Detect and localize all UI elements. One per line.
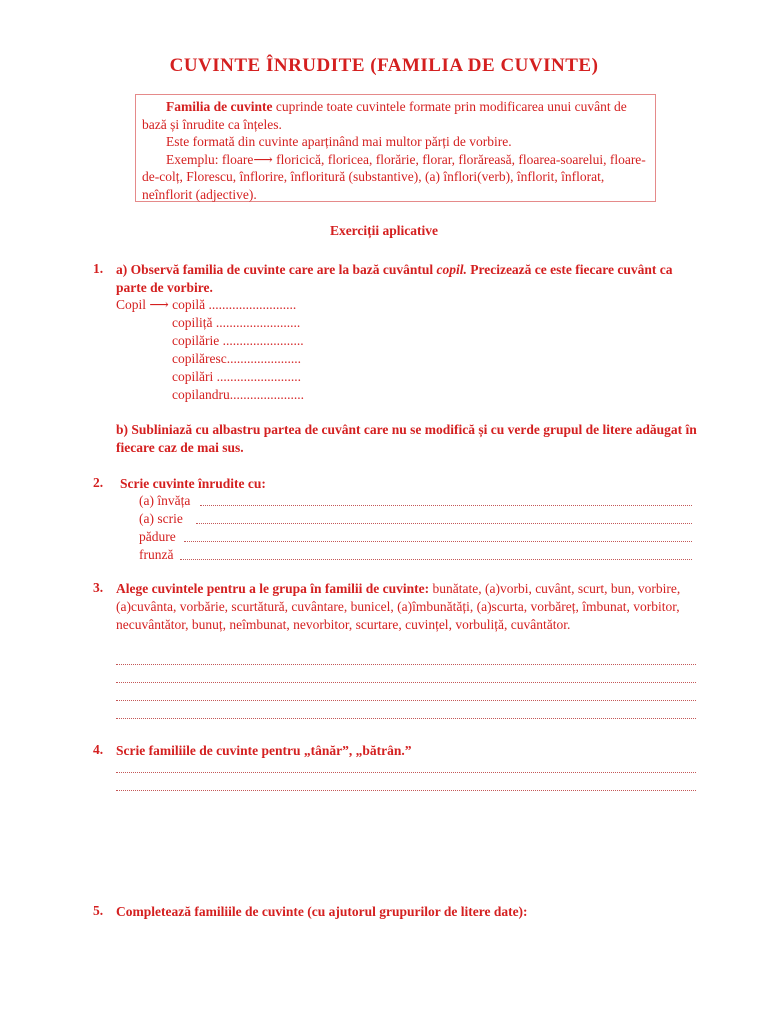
exercise-2-instruction: Scrie cuvinte înrudite cu: (120, 476, 266, 491)
answer-line[interactable] (116, 682, 696, 683)
definition-box (135, 94, 656, 202)
exercise-1-a-word: copil. (436, 262, 467, 277)
exercise-3-instruction-bold: Alege cuvintele pentru a le grupa în familii de cuvinte: (116, 581, 430, 596)
answer-line[interactable] (116, 772, 696, 773)
definition-term: Familia de cuvinte (166, 99, 273, 114)
exercise-1-row: copilări ......................... (172, 369, 301, 384)
answer-line[interactable] (116, 790, 696, 791)
answer-line[interactable] (116, 664, 696, 665)
definition-text: cuprinde toate cuvintele formate prin modificarea unui cuvânt de bază și înrudite ca înțeles. (142, 99, 627, 132)
exercise-2-number: 2. (93, 475, 104, 490)
exercise-1-row: copilăresc...................... (172, 351, 301, 366)
exercise-2-item: (a) învăța (139, 493, 191, 508)
exercise-3-number: 3. (93, 580, 104, 595)
section-subtitle: Exerciții aplicative (329, 223, 439, 238)
exercise-1-row: copiliță ......................... (172, 315, 301, 330)
answer-line[interactable] (184, 541, 692, 542)
exercise-3-instruction (116, 580, 700, 634)
answer-line[interactable] (180, 559, 692, 560)
page-title: CUVINTE ÎNRUDITE (FAMILIA DE CUVINTE) (169, 55, 599, 76)
exercise-1-b-instruction: b) Subliniază cu albastru partea de cuvânt care nu se modifică și cu verde grupul de litere adăugat în fiecare caz de mai sus. (116, 422, 697, 455)
exercise-5-instruction: Completează familiile de cuvinte (cu ajutorul grupurilor de litere date): (116, 904, 528, 919)
exercise-1-a-text-rest: Precizează ce este fiecare cuvânt ca parte de vorbire. (116, 262, 673, 295)
exercise-1-number: 1. (93, 261, 104, 276)
answer-line[interactable] (196, 523, 692, 524)
definition-parts-of-speech: Este formată din cuvinte aparținând mai multor părți de vorbire. (166, 134, 512, 149)
exercise-4-number: 4. (93, 742, 104, 757)
exercise-2-item: (a) scrie (139, 511, 183, 526)
exercise-1-row: copilărie ........................ (172, 333, 304, 348)
exercise-2-item: pădure (139, 529, 176, 544)
answer-line[interactable] (200, 505, 692, 506)
definition-paragraph (142, 98, 649, 133)
answer-line[interactable] (116, 700, 696, 701)
exercise-3-word-list: bunătate, (a)vorbi, cuvânt, scurt, bun, vorbire, (a)cuvânta, vorbărie, scurtătură, cuvântare, bunicel, (a)îmbunătăți, (a)scurta, vorbăreț, îmbunat, vorbitor, necuvântător, bunuț, neîmbunat, nevorbitor, scurtare, cuvințel, vorbuliță, cuvântător. (116, 581, 681, 632)
definition-example: Exemplu: floare⟶ floricică, floricea, florărie, florar, florăreasă, floarea-soarelui, floare-de-colț, Florescu, înflorire, înfloritură (substantive), (a) înflori(verb), înflorit, înflorat, neînflorit (adjective). (142, 151, 646, 202)
exercise-5-number: 5. (93, 903, 104, 918)
exercise-2-item: frunză (139, 547, 174, 562)
exercise-1-a-instruction (116, 261, 696, 297)
exercise-1-row: copilandru...................... (172, 387, 304, 402)
exercise-4-instruction: Scrie familiile de cuvinte pentru „tânăr”, „bătrân.” (116, 743, 412, 758)
exercise-1-row: Copil ⟶ copilă .......................... (116, 297, 297, 312)
exercise-1-a-text: a) Observă familia de cuvinte care are la bază cuvântul (116, 262, 437, 277)
answer-line[interactable] (116, 718, 696, 719)
